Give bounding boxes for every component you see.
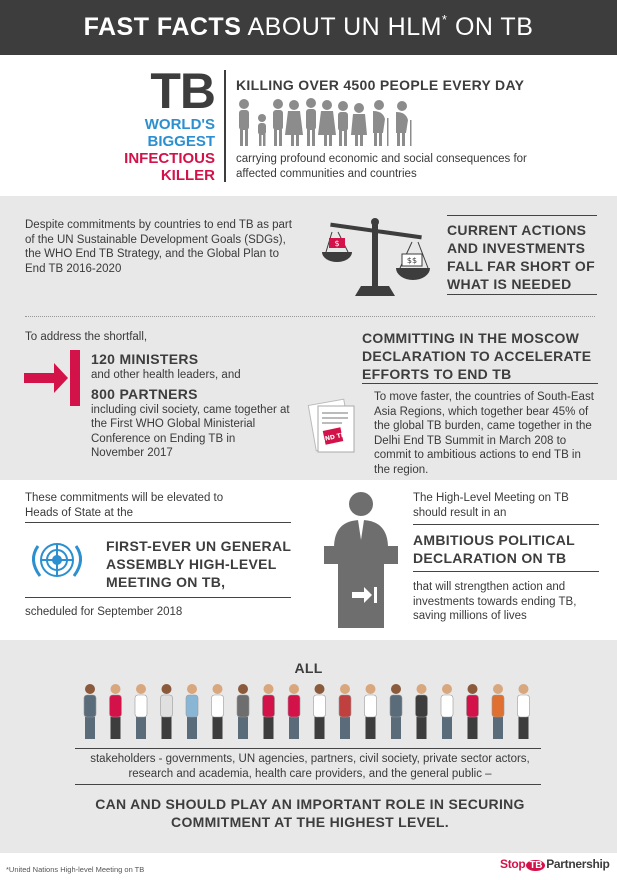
header-tail: ON TB — [454, 13, 534, 41]
actions-rule-bottom — [447, 294, 597, 295]
tb-killer: KILLER — [160, 167, 215, 184]
unga-rule-bottom — [25, 597, 291, 598]
tb-biggest: BIGGEST — [147, 133, 215, 150]
document-label: END TB — [320, 431, 347, 444]
people-silhouettes — [236, 96, 416, 148]
logo-partnership: Partnership — [546, 857, 610, 871]
hlm-heading: AMBITIOUS POLITICAL DECLARATION ON TB — [413, 532, 575, 566]
stakeholder-person — [518, 684, 530, 739]
stakeholders-text: stakeholders - governments, UN agencies, partners, civil society, private sector actors, research and academia, health care providers, and the general public – — [90, 753, 530, 780]
stakeholder-person — [84, 684, 96, 739]
stakeholder-person — [339, 684, 351, 739]
stakeholder-person — [467, 684, 479, 739]
moscow-heading: COMMITTING IN THE MOSCOW DECLARATION TO ACCELERATE EFFORTS TO END TB — [362, 330, 592, 382]
stop-tb-logo — [500, 857, 610, 871]
silhouette-person — [273, 99, 283, 146]
stakeholder-people — [78, 682, 548, 742]
page-header — [0, 0, 617, 55]
closing-heading: CAN AND SHOULD PLAY AN IMPORTANT ROLE IN SECURING COMMITMENT AT THE HIGHEST LEVEL. — [95, 796, 525, 830]
tb-big-label: TB — [150, 63, 215, 119]
header-bold: FAST FACTS — [83, 13, 242, 41]
ministers-sub: and other health leaders, and — [91, 369, 241, 381]
silhouette-person — [396, 101, 412, 146]
silhouette-person — [351, 103, 367, 146]
stakeholder-person — [212, 684, 224, 739]
actions-rule-top — [447, 215, 597, 216]
svg-text:$$: $$ — [406, 256, 418, 265]
moscow-rule — [362, 383, 598, 384]
silhouette-person — [306, 98, 316, 146]
stakeholder-person — [135, 684, 147, 739]
stakeholder-person — [161, 684, 173, 739]
podium-speaker-icon — [320, 490, 402, 630]
unga-heading: FIRST-EVER UN GENERAL ASSEMBLY HIGH-LEVEL MEETING ON TB, — [106, 538, 291, 590]
document-icon — [304, 398, 364, 456]
unga-intro: These commitments will be elevated to Heads of State at the — [25, 492, 224, 519]
tb-infectious: INFECTIOUS — [124, 150, 215, 167]
stakeholder-person — [441, 684, 453, 739]
svg-text:$: $ — [334, 239, 340, 248]
all-rule-top — [75, 748, 541, 749]
stakeholder-person — [110, 684, 122, 739]
commitments-text: Despite commitments by countries to end TB as part of the UN Sustainable Development Goals (SDGs), the WHO End TB Strategy, and the Global Plan to End TB 2016-2020 — [25, 219, 292, 275]
stakeholder-person — [314, 684, 326, 739]
scale-icon — [320, 212, 432, 300]
stakeholder-person — [492, 684, 504, 739]
tb-worlds: WORLD'S — [144, 116, 215, 133]
logo-stop: Stop — [500, 857, 526, 871]
hlm-intro: The High-Level Meeting on TB should result in an — [413, 492, 569, 519]
consequences-text: carrying profound economic and social consequences for affected communities and countries — [236, 153, 527, 180]
unga-scheduled: scheduled for September 2018 — [25, 606, 183, 618]
unga-rule-top — [25, 522, 291, 523]
all-rule-bottom — [75, 784, 541, 785]
un-emblem-icon — [24, 530, 90, 590]
silhouette-person — [239, 99, 249, 146]
dotted-divider — [25, 316, 595, 317]
ministers-block — [91, 350, 301, 461]
header-star: * — [441, 12, 448, 27]
header-rest: ABOUT UN HLM — [247, 13, 442, 41]
stakeholder-person — [237, 684, 249, 739]
hlm-text: that will strengthen action and investments towards ending TB, saving millions of lives — [413, 581, 577, 622]
stakeholder-person — [288, 684, 300, 739]
all-heading: ALL — [294, 660, 323, 676]
killing-heading: KILLING OVER 4500 PEOPLE EVERY DAY — [236, 77, 525, 93]
partners-sub: including civil society, came together at the First WHO Global Ministerial Conference on Ending TB in November 2017 — [91, 403, 290, 459]
footnote: *United Nations High-level Meeting on TB — [6, 865, 145, 874]
stakeholder-person — [263, 684, 275, 739]
ministers-heading: 120 MINISTERS — [91, 351, 199, 367]
actions-heading: CURRENT ACTIONS AND INVESTMENTS FALL FAR SHORT OF WHAT IS NEEDED — [447, 222, 595, 292]
stakeholder-person — [365, 684, 377, 739]
shortfall-intro: To address the shortfall, — [25, 331, 148, 343]
hlm-rule-bottom — [413, 571, 599, 572]
silhouette-person — [338, 101, 348, 146]
stakeholder-person — [186, 684, 198, 739]
red-arrow-icon — [22, 348, 84, 408]
stakeholder-person — [390, 684, 402, 739]
partners-heading: 800 PARTNERS — [91, 385, 198, 402]
tb-divider — [224, 70, 226, 182]
silhouette-person — [285, 100, 303, 146]
silhouette-person — [318, 100, 336, 146]
silhouette-person — [373, 100, 389, 146]
silhouette-person — [258, 114, 266, 146]
moscow-text: To move faster, the countries of South-East Asia Regions, which together bear 45% of the global TB burden, came together in the Delhi End TB Summit in March 208 to commit to ambitious actions to end TB in the region. — [374, 391, 594, 476]
stakeholder-person — [416, 684, 428, 739]
hlm-rule-top — [413, 524, 599, 525]
tb-title-block — [95, 63, 215, 184]
logo-tb: TB — [526, 860, 545, 871]
